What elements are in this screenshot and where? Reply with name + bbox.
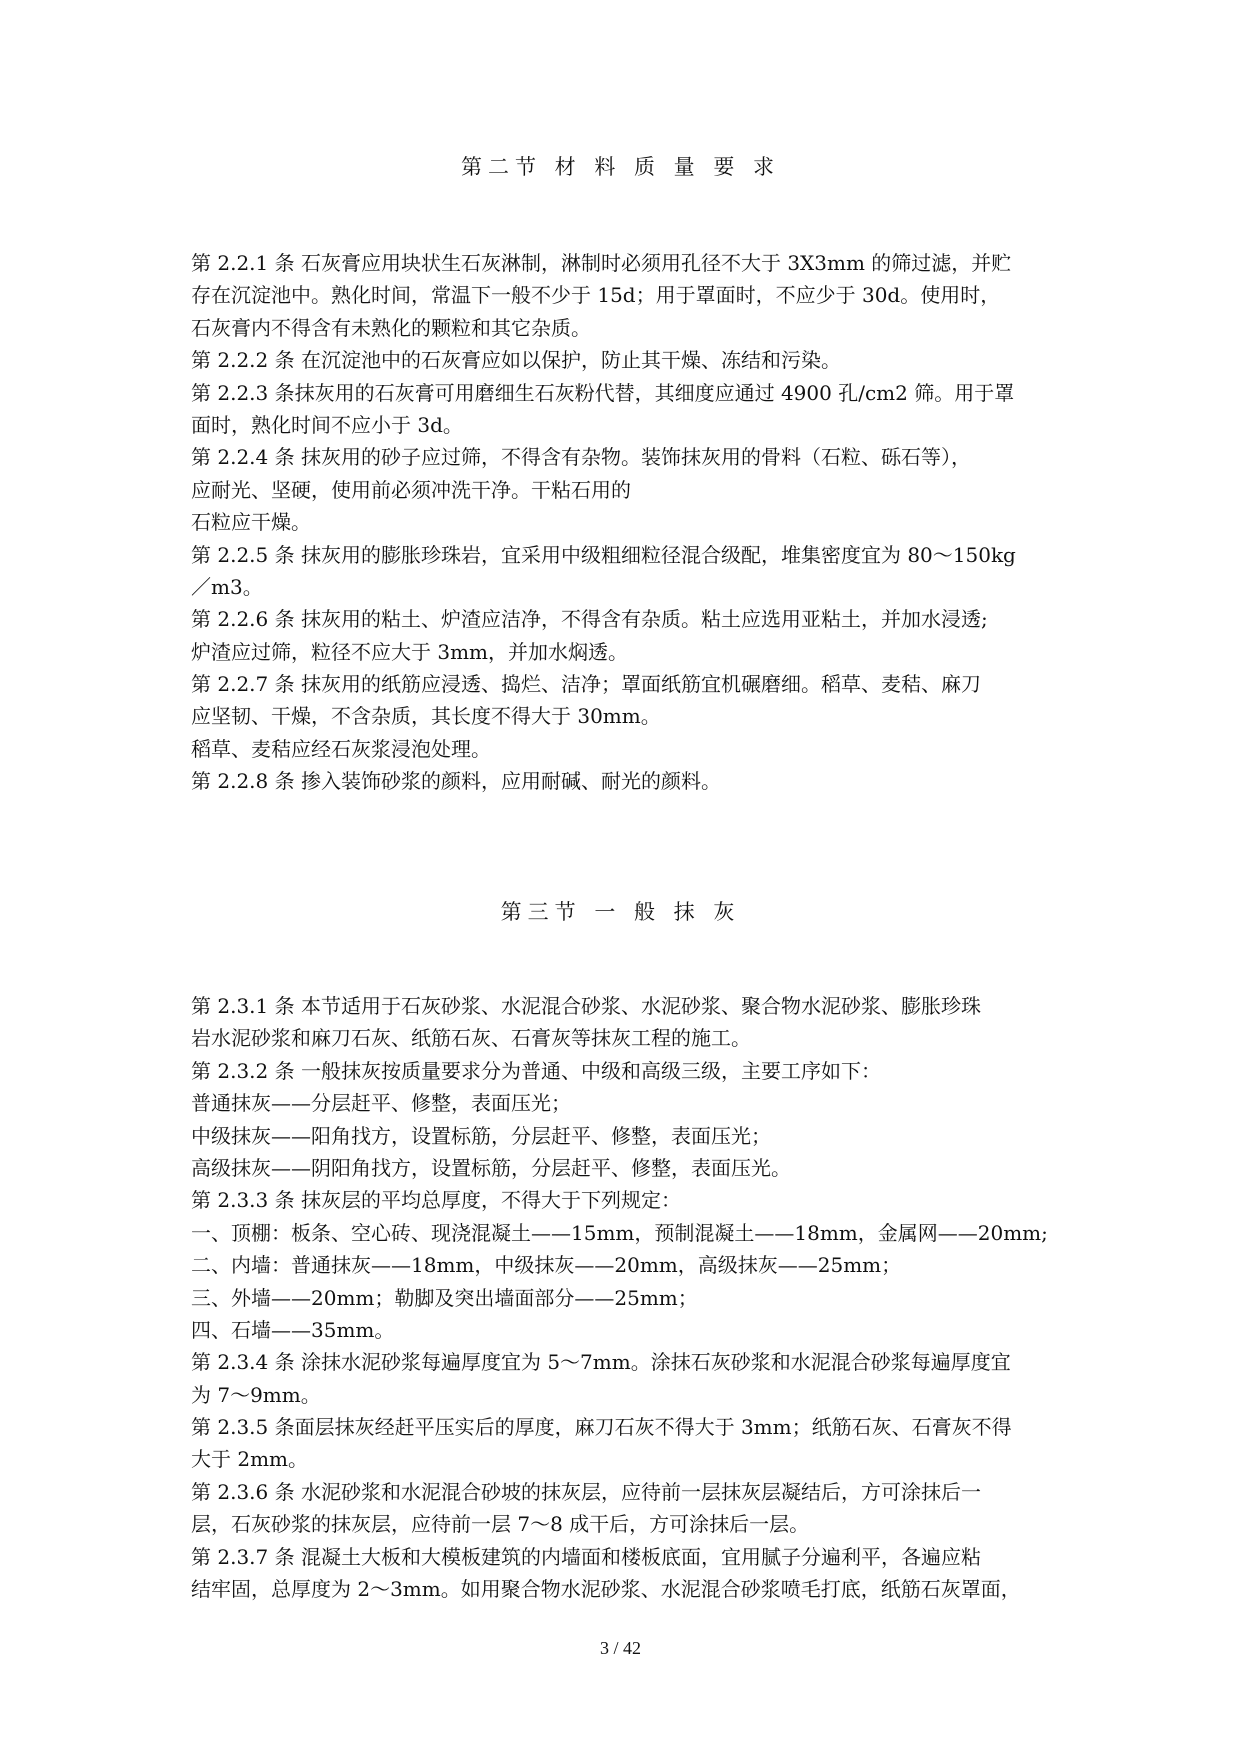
text-line: 高级抹灰——阴阳角找方，设置标筋，分层赶平、修整，表面压光。 bbox=[191, 1155, 791, 1180]
text-line: 二、内墙：普通抹灰——18mm，中级抹灰——20mm，高级抹灰——25mm； bbox=[191, 1253, 902, 1278]
text-line: 第 2.3.1 条 本节适用于石灰砂浆、水泥混合砂浆、水泥砂浆、聚合物水泥砂浆、膨胀珍珠 bbox=[191, 994, 981, 1018]
text-line: 第 2.3.5 条面层抹灰经赶平压实后的厚度，麻刀石灰不得大于 3mm；纸筋石灰、石膏灰不得 bbox=[191, 1415, 1012, 1440]
text-line: 第 2.2.3 条抹灰用的石灰膏可用磨细生石灰粉代替，其细度应通过 4900 孔/cm2 筛。用于罩 bbox=[191, 380, 1015, 405]
text-line: 第 2.3.6 条 水泥砂浆和水泥混合砂坡的抹灰层，应待前一层抹灰层凝结后，方可涂抹后一 bbox=[191, 1479, 981, 1504]
text-line: 石粒应干燥。 bbox=[191, 510, 311, 535]
text-line: 第 2.2.4 条 抹灰用的砂子应过筛，不得含有杂物。装饰抹灰用的骨料（石粒、砾石等）， bbox=[191, 445, 971, 470]
text-line: 一、顶棚：板条、空心砖、现浇混凝土——15mm，预制混凝土——18mm，金属网——20mm; bbox=[191, 1220, 1048, 1245]
text-line: 层，石灰砂浆的抹灰层，应待前一层 7～8 成干后，方可涂抹后一层。 bbox=[191, 1512, 810, 1537]
text-line: 岩水泥砂浆和麻刀石灰、纸筋石灰、石膏灰等抹灰工程的施工。 bbox=[191, 1026, 751, 1051]
text-line: 普通抹灰——分层赶平、修整，表面压光； bbox=[191, 1091, 571, 1116]
text-line: 第 2.2.5 条 抹灰用的膨胀珍珠岩，宜采用中级粗细粒径混合级配，堆集密度宜为 80～150kg bbox=[191, 542, 1016, 567]
text-line: ／m3。 bbox=[191, 574, 263, 599]
text-line: 大于 2mm。 bbox=[191, 1447, 309, 1472]
text-line: 应耐光、坚硬，使用前必须冲洗干净。干粘石用的 bbox=[191, 477, 631, 502]
text-line: 第 2.2.8 条 掺入装饰砂浆的颜料，应用耐碱、耐光的颜料。 bbox=[191, 769, 721, 794]
section-body-general-plastering bbox=[191, 990, 1061, 1605]
text-line: 第 2.2.6 条 抹灰用的粘土、炉渣应洁净，不得含有杂质。粘土应选用亚粘土，并加水浸透; bbox=[191, 607, 988, 632]
text-line: 稻草、麦秸应经石灰浆浸泡处理。 bbox=[191, 736, 491, 761]
text-line: 为 7～9mm。 bbox=[191, 1382, 321, 1407]
text-line: 石灰膏内不得含有未熟化的颗粒和其它杂质。 bbox=[191, 315, 591, 340]
section-title-materials: 第二节 材 料 质 量 要 求 bbox=[460, 155, 781, 179]
text-line: 第 2.3.3 条 抹灰层的平均总厚度，不得大于下列规定： bbox=[191, 1188, 681, 1213]
text-line: 四、石墙——35mm。 bbox=[191, 1317, 395, 1342]
text-line: 中级抹灰——阳角找方，设置标筋，分层赶平、修整，表面压光； bbox=[191, 1123, 771, 1148]
text-line: 三、外墙——20mm；勒脚及突出墙面部分——25mm； bbox=[191, 1285, 698, 1310]
text-line: 第 2.2.7 条 抹灰用的纸筋应浸透、捣烂、洁净；罩面纸筋宜机碾磨细。稻草、麦秸、麻刀 bbox=[191, 672, 981, 697]
section-title-general-plastering: 第三节 一 般 抹 灰 bbox=[500, 900, 741, 924]
text-line: 第 2.3.7 条 混凝土大板和大模板建筑的内墙面和楼板底面，宜用腻子分遍利平，各遍应粘 bbox=[191, 1544, 981, 1569]
text-line: 第 2.2.1 条 石灰膏应用块状生石灰淋制，淋制时必须用孔径不大于 3X3mm 的筛过滤，并贮 bbox=[191, 251, 1012, 275]
text-line: 第 2.3.2 条 一般抹灰按质量要求分为普通、中级和高级三级，主要工序如下： bbox=[191, 1058, 881, 1083]
text-line: 炉渣应过筛，粒径不应大于 3mm，并加水焖透。 bbox=[191, 639, 629, 664]
text-line: 第 2.2.2 条 在沉淀池中的石灰膏应如以保护，防止其干燥、冻结和污染。 bbox=[191, 348, 841, 373]
page-number: 3 / 42 bbox=[599, 1638, 641, 1658]
text-line: 结牢固，总厚度为 2～3mm。如用聚合物水泥砂浆、水泥混合砂浆喷毛打底，纸筋石灰罩面， bbox=[191, 1577, 1021, 1602]
text-line: 存在沉淀池中。熟化时间，常温下一般不少于 15d；用于罩面时，不应少于 30d。使用时， bbox=[191, 283, 1001, 308]
text-line: 应坚韧、干燥，不含杂质，其长度不得大于 30mm。 bbox=[191, 704, 661, 729]
section-body-materials bbox=[191, 247, 1061, 798]
text-line: 第 2.3.4 条 涂抹水泥砂浆每遍厚度宜为 5～7mm。涂抹石灰砂浆和水泥混合砂浆每遍厚度宜 bbox=[191, 1350, 1011, 1375]
text-line: 面时，熟化时间不应小于 3d。 bbox=[191, 412, 463, 437]
